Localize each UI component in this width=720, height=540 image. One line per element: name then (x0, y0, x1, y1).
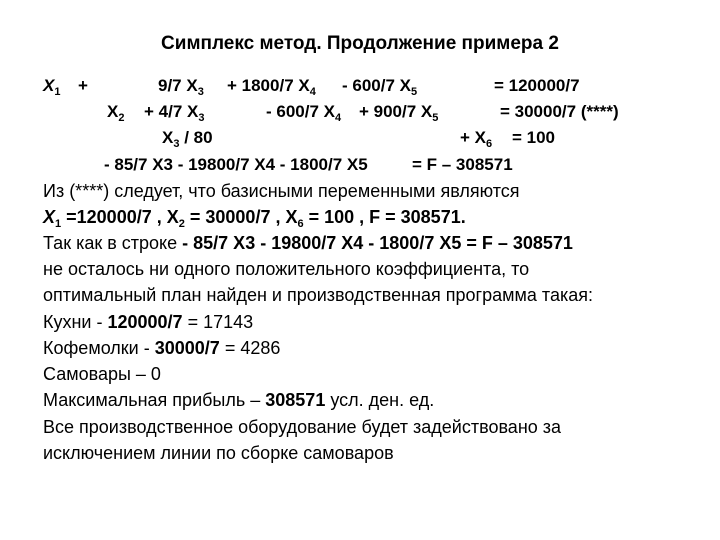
text-line-3: Так как в строке - 85/7 X3 - 19800/7 X4 - 1800/7 X5 = F – 308571 (43, 233, 573, 253)
row3-term-2: + $X_6$ (460, 128, 493, 150)
row1-rhs: = 120000/7 (494, 76, 580, 95)
row3-term-1: $X_3 / 80$ (162, 128, 213, 150)
row2-term-3: - 600/7 $X_4$ (266, 102, 342, 124)
text-line-max-profit: Максимальная прибыль – 308571 усл. ден. ед. (43, 390, 435, 410)
text-line-samovars: Самовары – 0 (43, 364, 161, 384)
row1-x1: $X_1$ (43, 76, 61, 98)
text-line-kitchens: Кухни - 120000/7 = 17143 (43, 312, 254, 332)
text-line-coffee-grinders: Кофемолки - 30000/7 = 4286 (43, 338, 281, 358)
row4-expression: - 85/7 X3 - 19800/7 X4 - 1800/7 X5 (104, 155, 368, 174)
row2-term-4: + 900/7 $X_5$ (359, 102, 439, 124)
text-line-10: Все производственное оборудование будет задействовано за (43, 417, 562, 437)
row2-term-1: $X_2$ (107, 102, 125, 124)
row2-rhs: = 30000/7 (****) (500, 102, 619, 121)
row1-term-2: + 1800/7 $X_4$ (227, 76, 316, 98)
row3-rhs: = 100 (512, 128, 556, 147)
row1-term-1: 9/7 $X_3$ (158, 76, 204, 98)
text-line-11: исключением линии по сборке самоваров (43, 443, 394, 463)
slide-title: Симплекс метод. Продолжение примера 2 (161, 33, 559, 54)
row1-term-3: - 600/7 $X_5$ (342, 76, 418, 98)
text-line-1: Из (****) следует, что базисными переменными являются (43, 181, 520, 201)
row4-rhs: = F – 308571 (412, 155, 513, 174)
text-line-5: оптимальный план найден и производственная программа такая: (43, 285, 593, 305)
row2-term-2: + 4/7 $X_3$ (144, 102, 205, 124)
text-line-2-basis: $X_1 =120000/7$ , $X_2 = 30000/7$ , $X_6 = 100$ , F = 308571. (43, 207, 466, 230)
row1-plus: + (78, 76, 88, 95)
text-line-4: не осталось ни одного положительного коэффициента, то (43, 259, 530, 279)
